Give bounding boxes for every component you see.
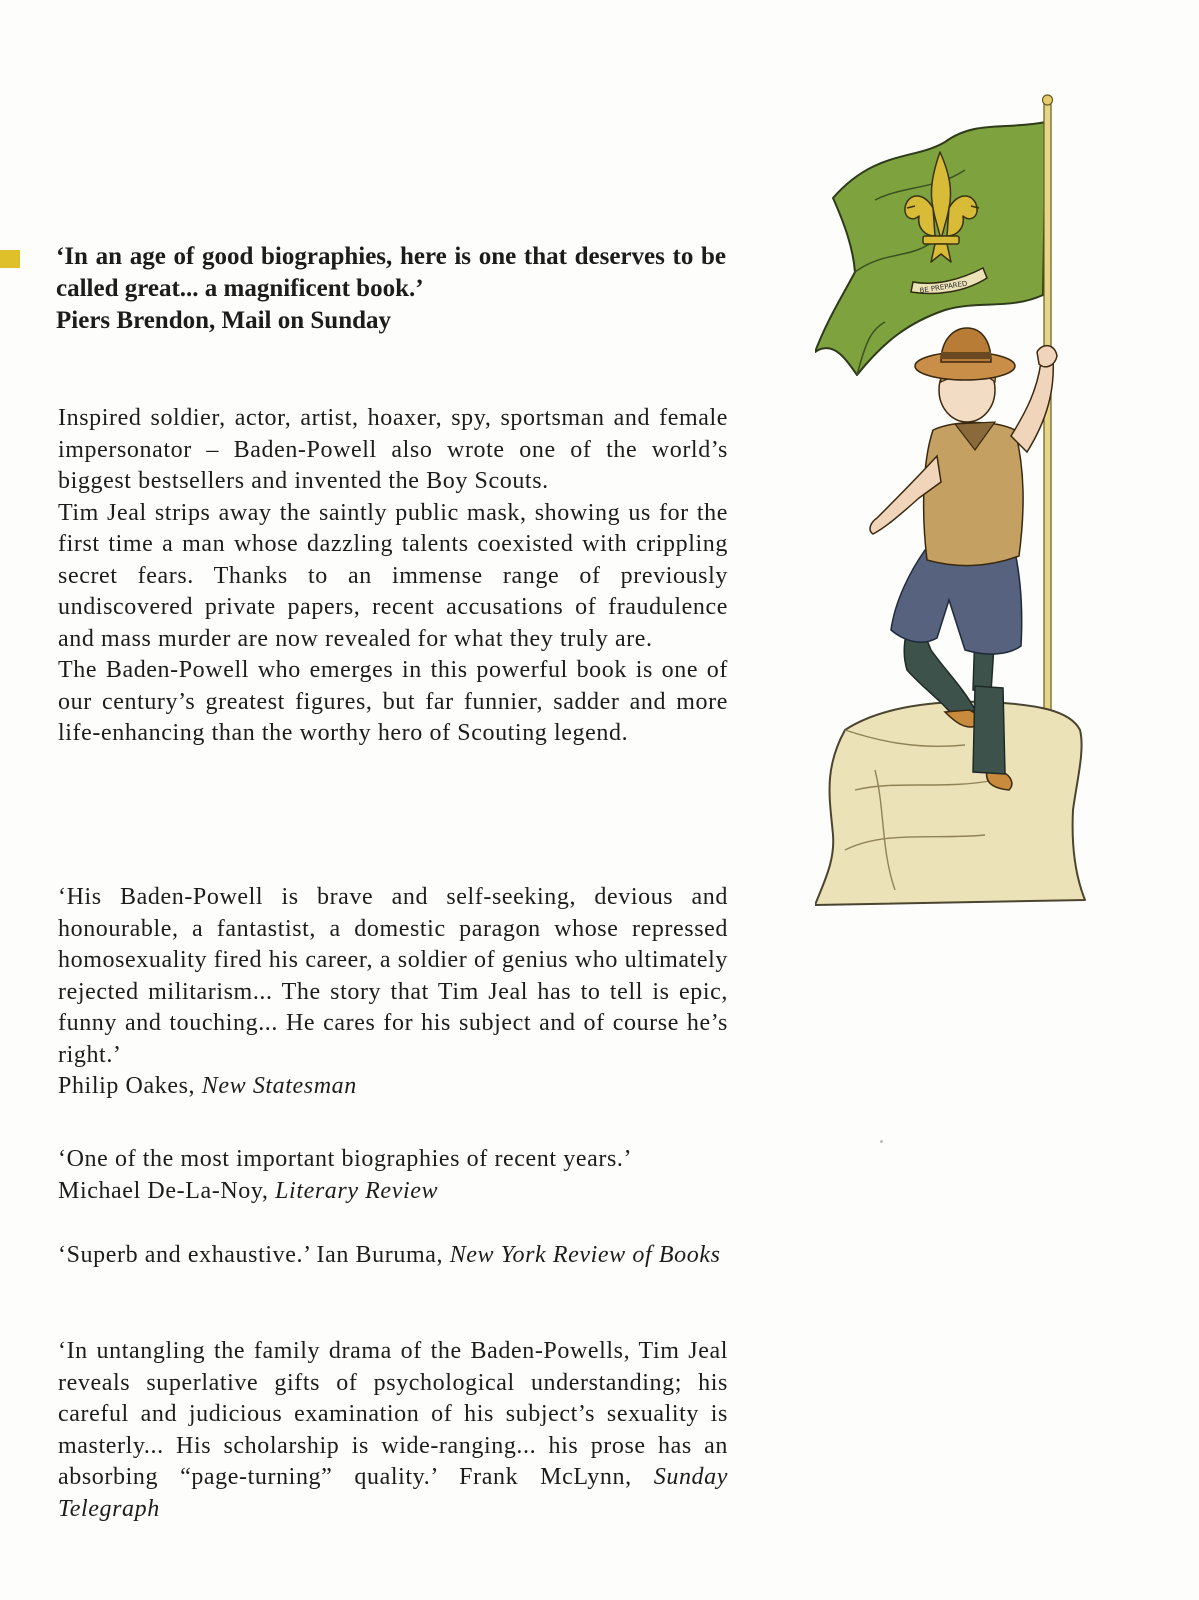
- publication-name: New Statesman: [201, 1073, 357, 1099]
- review-new-york-review: [58, 1240, 728, 1272]
- review-quote: ‘Superb and exhaustive.’: [58, 1242, 310, 1268]
- scout-hat-band: [941, 352, 991, 359]
- publication-name: New York Review of Books: [449, 1242, 721, 1268]
- reviewer-name: Michael De-La-Noy,: [58, 1177, 269, 1204]
- scout-sock: [973, 686, 1005, 774]
- review-quote: ‘In untangling the family drama of the Baden-Powells, Tim Jeal reveals superlative gifts of psychological understanding; his careful and judicious examination of his subject’s sexuality is masterly... His scholarship is wide-ranging... his prose has an absorbing “page-turning” quality.’: [58, 1338, 728, 1490]
- lead-quote-text: ‘In an age of good biographies, here is one that deserves to be called great... a magnificent book.’: [56, 243, 726, 302]
- publication-name: Literary Review: [275, 1177, 439, 1204]
- lead-quote-attribution: Piers Brendon, Mail on Sunday: [56, 307, 392, 334]
- review-quote: ‘His Baden-Powell is brave and self-seeking, devious and honourable, a fantastist, a domestic paragon whose repressed homosexuality fired his career, a soldier of genius who ultimately rejected militarism... The story that Tim Jeal has to tell is epic, funny and touching... He cares for his subject and of course he’s right.’: [58, 884, 728, 1068]
- blurb-paragraph: Tim Jeal strips away the saintly public mask, showing us for the first time a man whose dazzling talents coexisted with crippling secret fears. Thanks to an immense range of previously undiscovered private papers, recent accusations of fraudulence and mass murder are now revealed for what they truly are.: [58, 499, 728, 652]
- review-credit: [58, 1176, 728, 1208]
- review-text: [58, 1336, 728, 1525]
- flag-motto: BE PREPARED: [919, 279, 968, 295]
- scout-hand: [1037, 346, 1057, 367]
- review-sunday-telegraph: [58, 1336, 728, 1525]
- reviewer-name: Ian Buruma,: [316, 1242, 444, 1268]
- blurb-paragraph: The Baden-Powell who emerges in this powerful book is one of our century’s greatest figures, but far funnier, sadder and more life-enhancing than the worthy hero of Scouting legend.: [58, 657, 728, 746]
- pole-finial: [1043, 95, 1053, 105]
- blurb: [58, 403, 728, 750]
- blurb-paragraph: Inspired soldier, actor, artist, hoaxer, spy, sportsman and female impersonator – Baden-Powell also wrote one of the world’s biggest bestsellers and invented the Boy Scouts.: [58, 405, 728, 494]
- lead-quote: [56, 241, 726, 337]
- reviewer-name: Philip Oakes,: [58, 1073, 196, 1099]
- speck: [880, 1140, 883, 1143]
- yellow-margin-marker: [0, 250, 20, 268]
- green-flag: [815, 122, 1046, 375]
- review-quote: ‘One of the most important biographies of recent years.’: [58, 1146, 633, 1172]
- publication-name: Sunday Telegraph: [58, 1464, 729, 1522]
- reviewer-name: Frank McLynn,: [459, 1464, 632, 1490]
- rock-outcrop: [815, 702, 1085, 905]
- review-literary-review: [58, 1144, 728, 1207]
- review-text: [58, 1240, 728, 1272]
- flag-pole: [1044, 100, 1051, 800]
- review-credit: [58, 1071, 728, 1103]
- review-new-statesman: [58, 882, 728, 1103]
- scout-flag-illustration: [815, 90, 1095, 930]
